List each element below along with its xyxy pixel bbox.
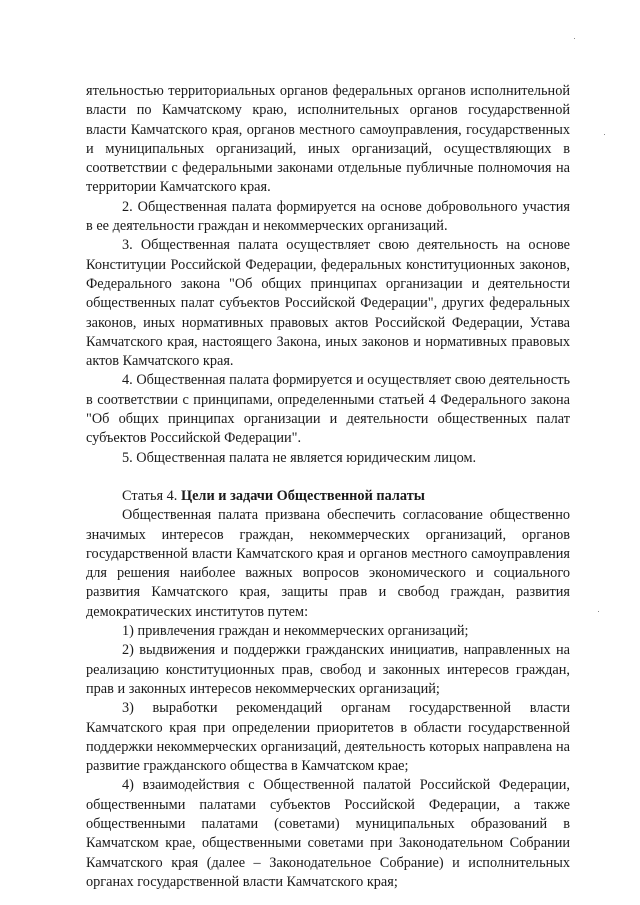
scan-speck [598, 611, 599, 612]
list-item-4: 4) взаимодействия с Общественной палатой Российской Федерации, общественными палатами субъектов Российской Федерации, а также общественными палатами (советами) муниципальных образований в Камчатском крае, общественными советами при Законодательном Собрании Камчатского края (далее – Законодательное Собрание) и исполнительных органах государственной власти Камчатского края; [86, 777, 570, 890]
scan-speck [604, 134, 605, 135]
paragraph-2: 2. Общественная палата формируется на основе добровольного участия в ее деятельности граждан и некоммерческих организаций. [86, 198, 570, 235]
paragraph-5: 5. Общественная палата не является юридическим лицом. [122, 449, 477, 466]
list-item-3: 3) выработки рекомендаций органам государственной власти Камчатского края при определении приоритетов в области государственной поддержки некоммерческих организаций, деятельность которых направлена на развитие гражданского общества в Камчатском крае; [86, 700, 570, 775]
paragraph-continuation: ятельностью территориальных органов федеральных органов исполнительной власти по Камчатскому краю, исполнительных органов государственной власти Камчатского края, органов местного самоуправления, государственных и муниципальных организаций, иных организаций, осуществляющих в соответствии с федеральными законами отдельные публичные полномочия на территории Камчатского края. [86, 83, 570, 196]
article-number: Статья 4. [122, 487, 181, 504]
scan-speck [574, 38, 575, 39]
document-body [86, 82, 570, 892]
list-item-1: 1) привлечения граждан и некоммерческих организаций; [122, 623, 469, 640]
article-heading [86, 487, 570, 506]
article-title: Цели и задачи Общественной палаты [180, 487, 425, 504]
article-intro: Общественная палата призвана обеспечить согласование общественно значимых интересов граждан, некоммерческих организаций, органов государственной власти Камчатского края и органов местного самоуправления для решения наиболее важных вопросов экономического и социального развития Камчатского края, защиты прав и свобод граждан, развития демократических институтов путем: [86, 507, 570, 620]
list-item-2: 2) выдвижения и поддержки гражданских инициатив, направленных на реализацию конституционных прав, свобод и законных интересов граждан, прав и законных интересов некоммерческих организаций; [86, 642, 570, 697]
paragraph-4: 4. Общественная палата формируется и осуществляет свою деятельность в соответствии с принципами, определенными статьей 4 Федерального закона "Об общих принципах организации и деятельности общественных палат субъектов Российской Федерации". [86, 372, 570, 447]
paragraph-3: 3. Общественная палата осуществляет свою деятельность на основе Конституции Российской Федерации, федеральных конституционных законов, Федерального закона "Об общих принципах организации и деятельности общественных палат субъектов Российской Федерации", других федеральных законов, иных нормативных правовых актов Российской Федерации, Устава Камчатского края, настоящего Закона, иных законов и нормативных правовых актов Камчатского края. [86, 237, 570, 370]
